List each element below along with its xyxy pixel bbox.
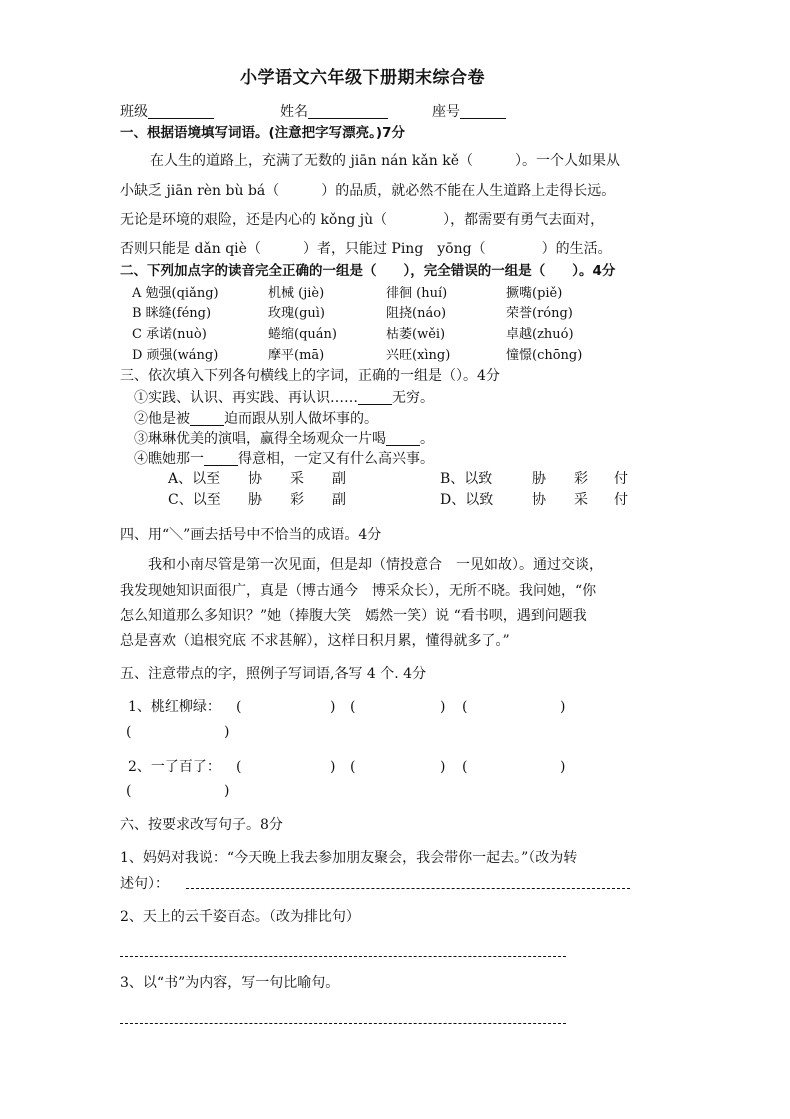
answer-option: A、以至: [168, 471, 221, 487]
answer-bracket[interactable]: ): [560, 759, 566, 775]
rewrite-question-3: 3、以“书”为内容，写一句比喻句。: [120, 975, 340, 991]
answer-option: 协: [532, 492, 546, 508]
fill-item-2: ②他是被 迫而跟从别人做坏事的。: [134, 411, 378, 427]
section-3-heading: 三、依次填入下列各句横线上的字词，正确的一组是（）。4分: [120, 368, 500, 384]
page-title: 小学语文六年级下册期末综合卷: [240, 68, 485, 88]
answer-option: 采: [290, 471, 304, 487]
pinyin-option: 荣誉(róng): [506, 306, 573, 321]
answer-option: 胁: [532, 471, 546, 487]
answer-option: 副: [332, 492, 346, 508]
pinyin-option: 憧憬(chōng): [506, 348, 583, 363]
answer-option: 彩: [574, 471, 588, 487]
answer-line[interactable]: [120, 1023, 566, 1024]
section-4-line: 我发现她知识面很广，真是（博古通今 博采众长），无所不晓。我问她，“你: [120, 583, 597, 599]
pinyin-option: D 顽强(wáng): [132, 348, 219, 363]
pinyin-option: 撅嘴(piě): [506, 286, 563, 301]
pinyin-option: C 承诺(nuò): [132, 327, 207, 342]
answer-bracket[interactable]: (: [126, 724, 132, 740]
section-4-line: 总是喜欢（追根究底 不求甚解），这样日积月累，懂得就多了。”: [120, 633, 510, 649]
section-1-heading: 一、根据语境填写词语。(注意把字写漂亮。)7分: [120, 125, 405, 141]
answer-option: 副: [332, 471, 346, 487]
word-question-2: 2、一了百了：: [128, 759, 221, 775]
pinyin-option: 机械 (jiè): [268, 286, 325, 301]
pinyin-option: 徘徊 (huí): [386, 286, 448, 301]
answer-option: 付: [614, 471, 628, 487]
section-4-line: 怎么知道那么多知识？”她（捧腹大笑 嫣然一笑）说 “看书呗，遇到问题我: [120, 608, 587, 624]
section-6-heading: 六、按要求改写句子。8分: [120, 817, 283, 833]
answer-bracket[interactable]: (: [350, 699, 356, 715]
answer-option: D、以致: [440, 492, 494, 508]
section-1-line: 无论是环境的艰险，还是内心的 kǒng jù（ ），都需要有勇气去面对，: [120, 212, 605, 228]
answer-option: 协: [248, 471, 262, 487]
answer-bracket[interactable]: (: [350, 759, 356, 775]
section-1-line: 小缺乏 jiān rèn bù bá（ ）的品质，就必然不能在人生道路上走得长远。: [120, 183, 616, 199]
class-label: 班级: [120, 104, 148, 120]
seat-label: 座号: [432, 104, 460, 120]
section-2-heading: 二、下列加点字的读音完全正确的一组是（ ），完全错误的一组是（ ）。4分: [120, 263, 616, 279]
answer-bracket[interactable]: ): [330, 699, 336, 715]
section-4-heading: 四、用“＼”画去括号中不恰当的成语。4分: [120, 527, 382, 543]
fill-item-4: ④瞧她那一 得意相，一定又有什么高兴事。: [134, 451, 434, 467]
pinyin-option: 蜷缩(quán): [268, 327, 337, 342]
pinyin-option: 摩平(mā): [268, 348, 325, 363]
name-field[interactable]: [280, 104, 388, 119]
blank[interactable]: [204, 451, 238, 466]
section-4-line: 我和小南尽管是第一次见面，但是却（情投意合 一见如故）。通过交谈，: [148, 557, 603, 573]
name-label: 姓名: [280, 104, 308, 120]
answer-bracket[interactable]: (: [236, 759, 242, 775]
answer-bracket[interactable]: (: [462, 759, 468, 775]
answer-bracket[interactable]: (: [462, 699, 468, 715]
section-5-heading: 五、注意带点的字，照例子写词语,各写 4 个. 4分: [120, 666, 427, 682]
answer-bracket[interactable]: ): [224, 724, 230, 740]
rewrite-question-1-cont: 述句）：: [120, 876, 169, 892]
pinyin-option: A 勉强(qiǎng): [132, 286, 219, 301]
section-1-line: 在人生的道路上，充满了无数的 jiān nán kǎn kě（ ）。一个人如果从: [150, 153, 620, 169]
rewrite-question-1: 1、妈妈对我说：“今天晚上我去参加朋友聚会，我会带你一起去。”（改为转: [120, 850, 578, 866]
fill-item-1: ①实践、认识、再实践、再认识…… 无穷。: [134, 390, 434, 406]
answer-option: 付: [614, 492, 628, 508]
class-field[interactable]: [120, 104, 214, 119]
answer-bracket[interactable]: ): [330, 759, 336, 775]
rewrite-question-2: 2、天上的云千姿百态。（改为排比句）: [120, 909, 360, 925]
blank[interactable]: [358, 390, 392, 405]
pinyin-option: B 眯缝(féng): [132, 306, 212, 321]
blank[interactable]: [190, 411, 224, 426]
word-question-1: 1、桃红柳绿：: [128, 699, 221, 715]
blank[interactable]: [386, 431, 420, 446]
section-1-line: 否则只能是 dǎn qiè（ ）者，只能过 Ping yōng（ ）的生活。: [120, 241, 612, 257]
answer-option: 采: [574, 492, 588, 508]
answer-option: B、以致: [440, 471, 493, 487]
answer-bracket[interactable]: ): [440, 759, 446, 775]
answer-bracket[interactable]: ): [560, 699, 566, 715]
pinyin-option: 枯萎(wěi): [386, 327, 446, 342]
answer-line[interactable]: [186, 888, 630, 889]
answer-bracket[interactable]: ): [224, 783, 230, 799]
answer-option: C、以至: [168, 492, 221, 508]
answer-bracket[interactable]: ): [440, 699, 446, 715]
answer-line[interactable]: [120, 956, 566, 957]
answer-bracket[interactable]: (: [126, 783, 132, 799]
fill-item-3: ③琳琳优美的演唱，赢得全场观众一片喝 。: [134, 431, 434, 447]
seat-field[interactable]: [432, 104, 506, 119]
answer-bracket[interactable]: (: [236, 699, 242, 715]
pinyin-option: 兴旺(xìng): [386, 348, 451, 363]
pinyin-option: 卓越(zhuó): [506, 327, 574, 342]
answer-option: 彩: [290, 492, 304, 508]
pinyin-option: 玫瑰(guì): [268, 306, 325, 321]
pinyin-option: 阻挠(náo): [386, 306, 447, 321]
answer-option: 胁: [248, 492, 262, 508]
